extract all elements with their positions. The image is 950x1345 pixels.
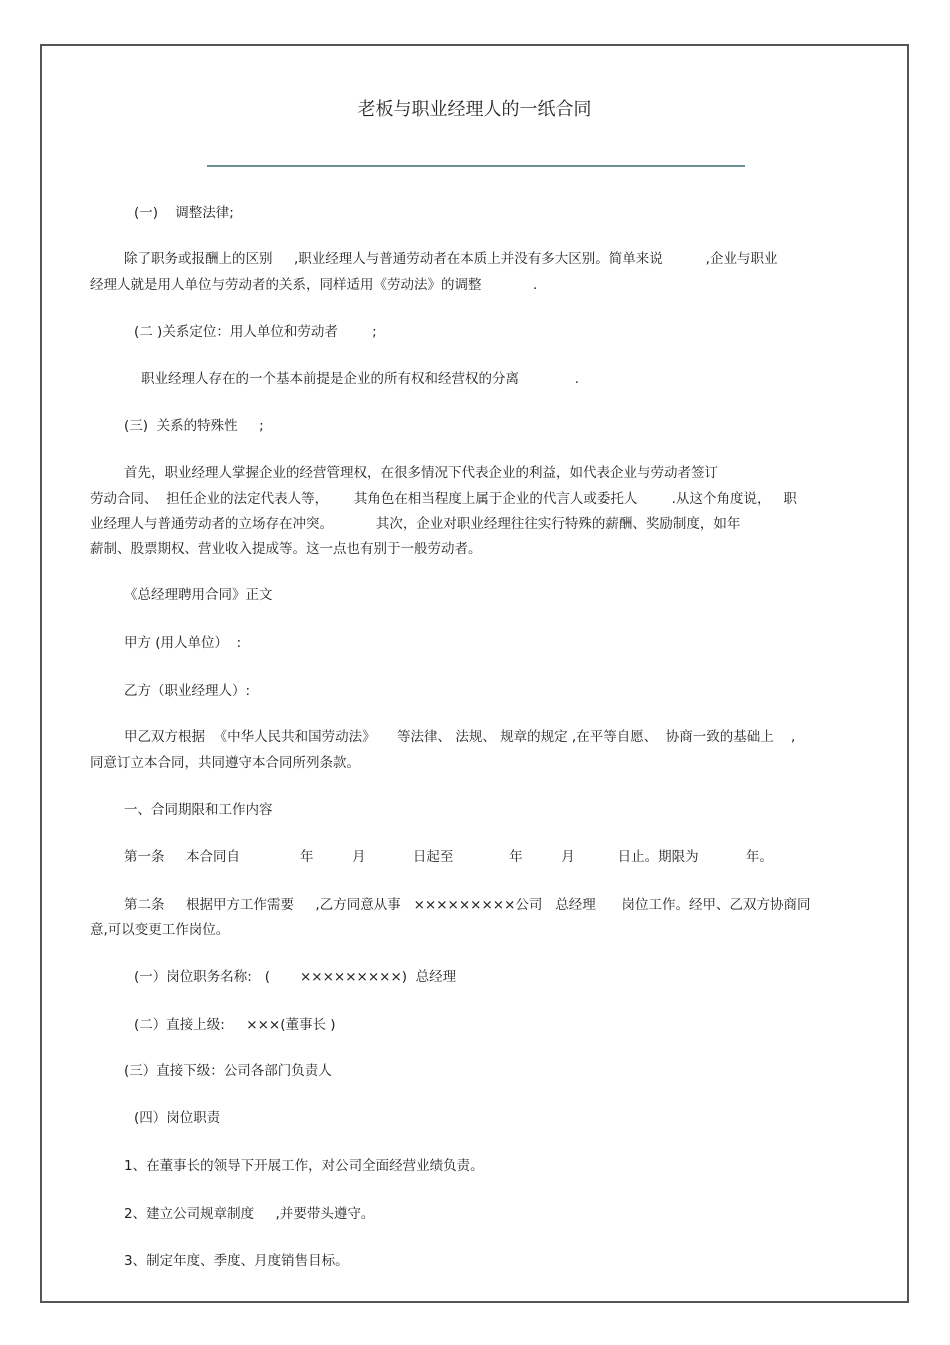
position-title-line: (一）岗位职务名称: ( ×××××××××) 总经理 bbox=[134, 969, 457, 985]
duty-item: 2、建立公司规章制度 ,并要带头遵守。 bbox=[124, 1206, 375, 1222]
contract-heading: 《总经理聘用合同》正文 bbox=[124, 587, 273, 603]
paragraph-line: 薪制、股票期权、营业收入提成等。这一点也有别于一般劳动者。 bbox=[90, 541, 482, 557]
party-a-line: 甲方 (用人单位） : bbox=[124, 635, 242, 651]
direct-subordinate-line: (三）直接下级：公司各部门负责人 bbox=[124, 1063, 332, 1079]
document-title: 老板与职业经理人的一纸合同 bbox=[357, 99, 592, 120]
duty-item: 3、制定年度、季度、月度销售目标。 bbox=[124, 1253, 349, 1269]
paragraph-line: 职业经理人存在的一个基本前提是企业的所有权和经营权的分离 . bbox=[141, 371, 580, 387]
paragraph-line: 除了职务或报酬上的区别 ,职业经理人与普通劳动者在本质上并没有多大区别。简单来说 ,企业与职业 bbox=[124, 251, 778, 267]
duties-heading: (四）岗位职责 bbox=[134, 1110, 221, 1126]
article-2-line: 意,可以变更工作岗位。 bbox=[90, 922, 230, 938]
section-heading-1: (一) 调整法律; bbox=[134, 205, 234, 221]
paragraph-line: 首先，职业经理人掌握企业的经营管理权，在很多情况下代表企业的利益，如代表企业与劳动者签订 bbox=[124, 465, 718, 481]
section-heading-3: (三) 关系的特殊性 ; bbox=[124, 418, 264, 434]
paragraph-line: 劳动合同、 担任企业的法定代表人等， 其角色在相当程度上属于企业的代言人或委托人 .从这个角度说， 职 bbox=[90, 491, 797, 507]
duty-item: 1、在董事长的领导下开展工作，对公司全面经营业绩负责。 bbox=[124, 1158, 484, 1174]
paragraph-line: 业经理人与普通劳动者的立场存在冲突。 其次，企业对职业经理往往实行特殊的薪酬、奖励制度，如年 bbox=[90, 516, 741, 532]
direct-superior-line: (二）直接上级: ×××(董事长 ) bbox=[134, 1017, 336, 1033]
chapter-heading: 一、合同期限和工作内容 bbox=[124, 802, 273, 818]
article-2-line: 第二条 根据甲方工作需要 ,乙方同意从事 ×××××××××公司 总经理 岗位工作。经甲、乙双方协商同 bbox=[124, 897, 811, 913]
paragraph-line: 同意订立本合同，共同遵守本合同所列条款。 bbox=[90, 755, 360, 771]
article-1-line: 第一条 本合同自 年 月 日起至 年 月 日止。期限为 年。 bbox=[124, 849, 773, 865]
paragraph-line: 经理人就是用人单位与劳动者的关系，同样适用《劳动法》的调整 . bbox=[90, 277, 538, 293]
party-b-line: 乙方（职业经理人）: bbox=[124, 683, 251, 699]
title-underline bbox=[207, 165, 745, 167]
document-page bbox=[40, 44, 909, 1303]
section-heading-2: (二 )关系定位：用人单位和劳动者 ; bbox=[134, 324, 377, 340]
paragraph-line: 甲乙双方根据 《中华人民共和国劳动法》 等法律、 法规、 规章的规定 ,在平等自愿、 协商一致的基础上 , bbox=[124, 729, 796, 745]
